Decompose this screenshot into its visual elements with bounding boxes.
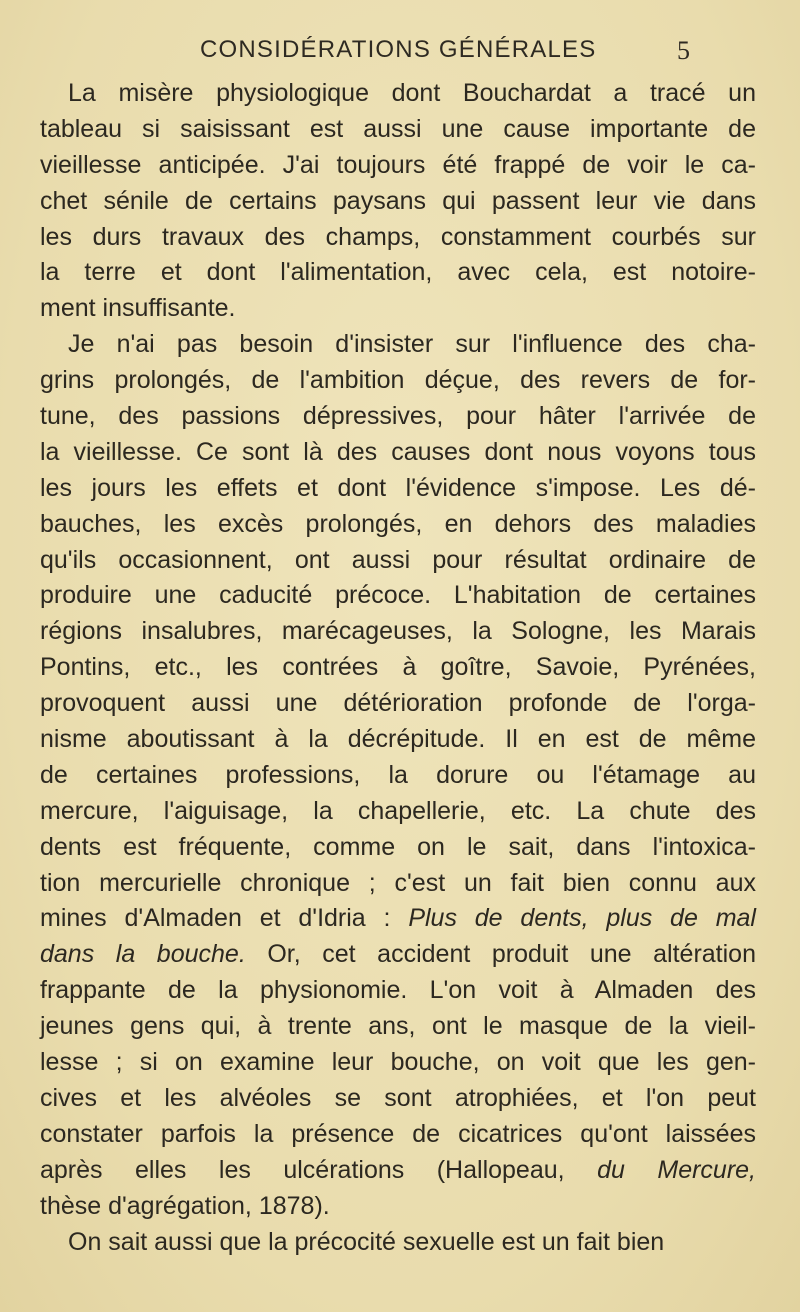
line-text: de certaines professions, la dorure ou l'étamage au [40, 760, 756, 789]
line-text: qu'ils occasionnent, ont aussi pour résultat ordinaire de [40, 545, 756, 574]
text-line [40, 148, 756, 184]
text-line [40, 686, 756, 722]
running-title: CONSIDÉRATIONS GÉNÉRALES [200, 36, 597, 63]
line-text: tune, des passions dépressives, pour hâter l'arrivée de [40, 402, 756, 431]
line-text: mines d'Almaden et d'Idria : [40, 904, 409, 933]
line-text: cives et les alvéoles se sont atrophiées, et l'on peut [40, 1083, 756, 1112]
text-line [40, 363, 756, 399]
text-line [40, 1153, 756, 1189]
text-line [40, 112, 756, 148]
text-line [40, 471, 756, 507]
line-text: mercure, l'aiguisage, la chapellerie, etc. La chute des [40, 796, 756, 825]
line-text: la vieillesse. Ce sont là des causes dont nous voyons tous [40, 437, 756, 466]
body-text [40, 76, 756, 1260]
line-text: La misère physiologique dont Bouchardat a tracé un [68, 79, 756, 107]
italic-quote: dans la bouche. [40, 940, 246, 969]
line-text: les jours les effets et dont l'évidence s'impose. Les dé- [40, 473, 756, 502]
text-line [40, 578, 756, 614]
line-text: la terre et dont l'alimentation, avec cela, est notoire- [40, 258, 756, 287]
italic-citation: du Mercure, [597, 1155, 756, 1184]
text-line [40, 543, 756, 579]
text-line [40, 1081, 756, 1117]
line-text: jeunes gens qui, à trente ans, ont le masque de la vieil- [40, 1012, 756, 1041]
text-line [40, 76, 756, 112]
text-line [40, 650, 756, 686]
running-head [0, 36, 800, 66]
text-line [40, 184, 756, 220]
line-text: Or, cet accident produit une altération [245, 940, 756, 969]
line-text: régions insalubres, marécageuses, la Sologne, les Marais [40, 617, 756, 646]
line-text: ment insuffisante. [40, 294, 236, 323]
text-line [40, 1117, 756, 1153]
text-line [40, 507, 756, 543]
text-line [40, 291, 756, 327]
line-text: bauches, les excès prolongés, en dehors des maladies [40, 509, 756, 538]
line-text: lesse ; si on examine leur bouche, on voit que les gen- [40, 1048, 756, 1077]
text-line [40, 1045, 756, 1081]
text-line [40, 830, 756, 866]
page-number: 5 [677, 36, 690, 65]
line-text: thèse d'agrégation, 1878). [40, 1191, 330, 1220]
line-text: chet sénile de certains paysans qui passent leur vie dans [40, 186, 756, 215]
line-text: tableau si saisissant est aussi une cause importante de [40, 114, 756, 143]
line-text: constater parfois la présence de cicatrices qu'ont laissées [40, 1119, 756, 1148]
text-line [40, 866, 756, 902]
line-text: Pontins, etc., les contrées à goître, Savoie, Pyrénées, [40, 653, 756, 682]
text-line [40, 937, 756, 973]
text-line [40, 399, 756, 435]
text-line [40, 435, 756, 471]
line-text: vieillesse anticipée. J'ai toujours été frappé de voir le ca- [40, 150, 756, 179]
text-line [40, 220, 756, 256]
text-line [40, 1189, 756, 1225]
text-line [40, 255, 756, 291]
line-text: produire une caducité précoce. L'habitation de certaines [40, 581, 756, 610]
text-line [40, 1009, 756, 1045]
text-line [40, 327, 756, 363]
text-line [40, 614, 756, 650]
text-line [40, 1225, 756, 1261]
line-text: provoquent aussi une détérioration profonde de l'orga- [40, 689, 756, 718]
text-line [40, 722, 756, 758]
line-text: les durs travaux des champs, constamment courbés sur [40, 222, 756, 251]
text-line [40, 794, 756, 830]
text-line [40, 973, 756, 1009]
line-text: frappante de la physionomie. L'on voit à Almaden des [40, 976, 756, 1005]
line-text: grins prolongés, de l'ambition déçue, des revers de for- [40, 366, 756, 395]
text-line [40, 758, 756, 794]
italic-citation: Plus de dents, plus de mal [408, 904, 756, 933]
line-text: Je n'ai pas besoin d'insister sur l'influence des cha- [68, 330, 756, 359]
line-text: après elles les ulcérations (Hallopeau, [40, 1155, 598, 1184]
line-text: nisme aboutissant à la décrépitude. Il en est de même [40, 725, 756, 754]
line-text: On sait aussi que la précocité sexuelle est un fait bien [68, 1227, 665, 1256]
line-text: dents est fréquente, comme on le sait, dans l'intoxica- [40, 832, 756, 861]
line-text: tion mercurielle chronique ; c'est un fait bien connu aux [40, 868, 756, 897]
text-line [40, 901, 756, 937]
